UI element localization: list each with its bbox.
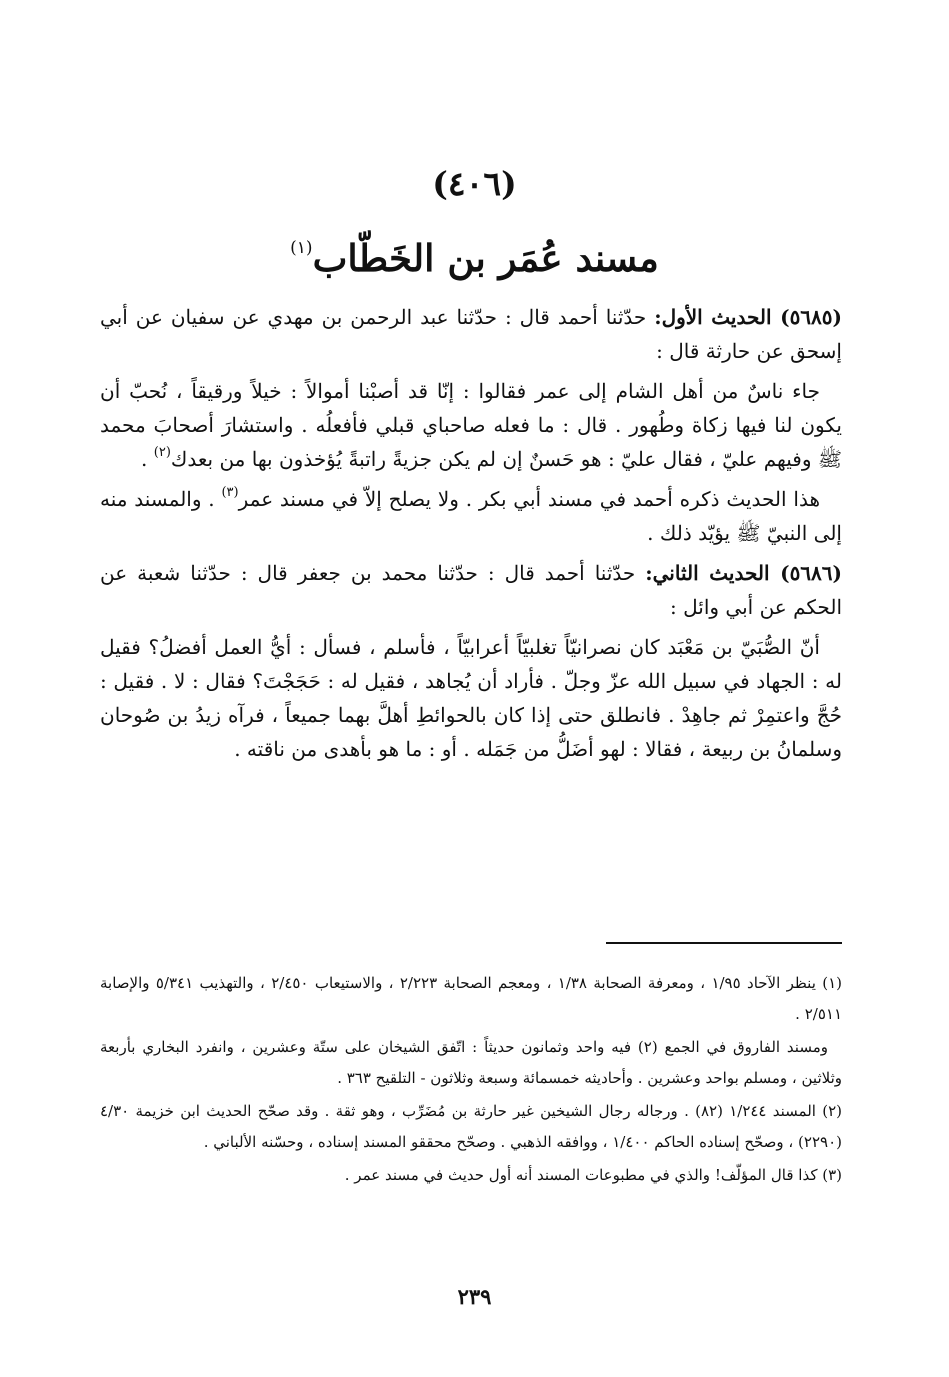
footnote-1: (١) ينظر الآحاد ١/٩٥ ، ومعرفة الصحابة ١/٣٨ ، ومعجم الصحابة ٢/٢٢٣ ، والاستيعاب ٢/٤٥٠ ، والتهذيب ٥/٣٤١ والإصابة ٢/٥١١ . bbox=[100, 974, 842, 1023]
author-comment-text: هذا الحديث ذكره أحمد في مسند أبي بكر . ولا يصلح إلاّ في مسند عمر bbox=[238, 487, 820, 511]
section-number: (٤٠٦) bbox=[432, 164, 517, 203]
footnote-3: (٣) كذا قال المؤلّف! والذي في مطبوعات المسند أنه أول حديث في مسند عمر . bbox=[344, 1166, 842, 1184]
author-comment-end: . والمسند منه إلى النبيّ ﷺ يؤيّد ذلك . bbox=[100, 487, 842, 545]
hadith-1-label: (٥٦٨٥) الحديث الأول: bbox=[654, 305, 842, 329]
page-number: ٢٣٩ bbox=[457, 1284, 492, 1309]
section-title-text: مسند عُمَر بن الخَطّاب bbox=[312, 236, 659, 280]
hadith-2-matn: أنّ الصُّبَيّ بن مَعْبَد كان نصرانيّاً تغلبيّاً أعرابيّاً ، فأسلم ، فسأل : أيُّ العمل أفضلُ؟ فقيل له : الجهاد في سبيل الله عزّ وجلّ . فأراد أن يُجاهد ، فقيل له : حَجَجْتَ؟ فقال : لا . فقيل : حُجَّ واعتمِرْ ثم جاهِدْ . فانطلق حتى إذا كان بالحوائطِ أهلَّ بهما جميعاً ، فرآه زيدُ بن صُوحان وسلمانُ بن ربيعة ، فقالا : لهو أضَلُّ من جَمَله . أو : ما هو بأهدى من ناقته . bbox=[100, 635, 842, 761]
hadith-1-header bbox=[100, 300, 842, 368]
hadith-1-matn-end: . bbox=[141, 447, 154, 471]
main-text bbox=[100, 300, 842, 772]
title-footnote-ref: (١) bbox=[290, 238, 313, 258]
hadith-1-isnad: حدّثنا أحمد قال : حدّثنا عبد الرحمن بن مهدي عن سفيان عن أبي إسحق عن حارثة قال : bbox=[100, 305, 842, 363]
footnote-ref-2: (٢) bbox=[153, 445, 171, 460]
hadith-2-header bbox=[100, 556, 842, 624]
footnote-ref-3: (٣) bbox=[221, 485, 239, 500]
author-comment bbox=[100, 482, 842, 550]
footnote-2: (٢) المسند ١/٢٤٤ (٨٢) . ورجاله رجال الشيخين غير حارثة بن مُضَرِّب ، وهو ثقة . وقد صحّح الحديث ابن خزيمة ٤/٣٠ (٢٢٩٠) ، وصحّح إسناده الحاكم ١/٤٠٠ ، ووافقه الذهبي . وصحّح محققو المسند إسناده ، وحسّنه الألباني . bbox=[100, 1102, 842, 1151]
footnote-1-continuation: ومسند الفاروق في الجمع (٢) فيه واحد وثمانون حديثاً : اتّفق الشيخان على ستّة وعشرين ، وانفرد البخاري بأربعة وثلاثين ، ومسلم بواحد وعشرين . وأحاديثه خمسمائة وسبعة وثلاثون - التلقيح ٣٦٣ . bbox=[100, 1038, 842, 1087]
hadith-1-matn bbox=[100, 374, 842, 476]
hadith-2-label: (٥٦٨٦) الحديث الثاني: bbox=[645, 561, 842, 585]
footnotes bbox=[100, 968, 842, 1193]
hadith-2-isnad: حدّثنا أحمد قال : حدّثنا محمد بن جعفر قال : حدّثنا شعبة عن الحكم عن أبي وائل : bbox=[100, 561, 842, 619]
footnote-divider bbox=[606, 942, 842, 944]
hadith-1-matn-text: جاء ناسٌ من أهل الشام إلى عمر فقالوا : إنّا قد أصبْنا أموالاً : خيلاً ورقيقاً ، نُحبّ أن يكون لنا فيها زكاة وطُهور . قال : ما فعله صاحباي قبلي فأفعلُه . واستشارَ أصحابَ محمد ﷺ وفيهم عليّ ، فقال عليّ : هو حَسنٌ إن لم يكن جزيةً راتبةً يُؤخذون بها من بعدك bbox=[100, 379, 842, 471]
section-title bbox=[0, 222, 949, 284]
